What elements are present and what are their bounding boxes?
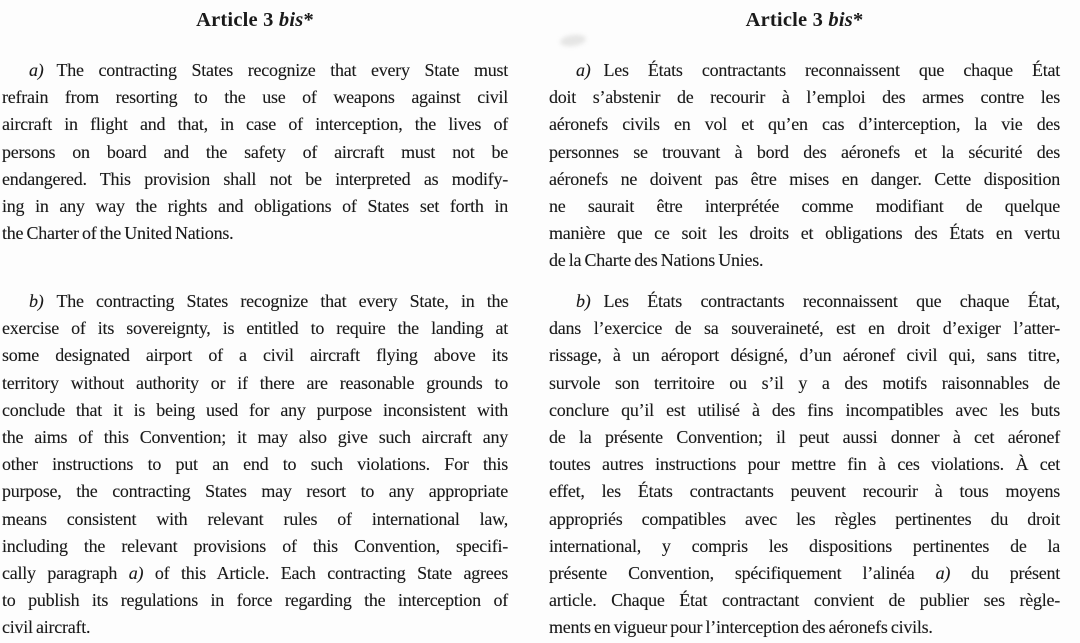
text-segment: article. Chaque État contractant convient de publier ses règle-	[549, 590, 1060, 611]
text-line	[549, 193, 1060, 220]
text-segment: ing in any way the rights and obligations of States set forth in	[2, 196, 508, 217]
text-line	[2, 397, 508, 424]
text-segment: survole son territoire ou s’il y a des motifs raisonnables de	[549, 372, 1060, 393]
text-segment: ne saurait être interprétée comme modifiant de quelque	[549, 196, 1060, 217]
heading-text: *	[852, 9, 864, 31]
text-line	[549, 451, 1060, 478]
text-segment: the aims of this Convention; it may also give such aircraft any	[2, 427, 508, 448]
text-segment: persons on board and the safety of aircraft must not be	[2, 141, 508, 162]
text-segment: toutes autres instructions pour mettre fin à ces violations. À cet	[549, 454, 1060, 475]
text-line	[549, 288, 1060, 315]
paragraph-a-french	[549, 57, 1060, 275]
text-segment: international, y compris les dispositions pertinentes de la	[549, 535, 1060, 556]
text-segment: Les États contractants reconnaissent que chaque État,	[603, 291, 1060, 311]
text-segment: refrain from resorting to the use of weapons against civil	[2, 87, 508, 108]
text-line	[2, 424, 508, 451]
text-segment: conclure qu’il est utilisé à des fins incompatibles avec les buts	[549, 399, 1060, 420]
text-segment: rissage, à un aéroport désigné, d’un aéronef civil qui, sans titre,	[549, 345, 1060, 366]
text-segment: personnes se trouvant à bord des aéronefs et la sécurité des	[549, 141, 1060, 162]
text-segment: means consistent with relevant rules of international law,	[2, 508, 508, 529]
text-segment: to publish its regulations in force regarding the interception of	[2, 590, 508, 611]
text-line	[2, 451, 508, 478]
text-line	[2, 315, 508, 342]
text-segment: the Charter of the United Nations.	[2, 223, 234, 244]
text-line	[2, 370, 508, 397]
text-line	[2, 506, 508, 533]
text-line	[549, 533, 1060, 560]
text-segment: appropriés compatibles avec les règles pertinentes du droit	[549, 508, 1060, 529]
text-segment: The contracting States recognize that every State, in the	[56, 291, 508, 311]
text-line	[549, 57, 1060, 84]
text-line	[2, 560, 508, 587]
text-line	[549, 315, 1060, 342]
text-line	[549, 370, 1060, 397]
heading-text: *	[303, 9, 314, 31]
text-line	[2, 139, 508, 166]
text-line	[549, 220, 1060, 247]
text-segment: ments en vigueur pour l’interception des aéronefs civils.	[549, 617, 933, 638]
text-segment: conclude that it is being used for any purpose inconsistent with	[2, 399, 508, 420]
paragraph-b-english	[2, 288, 508, 642]
text-line	[549, 111, 1060, 138]
paragraph-marker: a)	[29, 60, 44, 80]
text-segment: dans l’exercice de sa souveraineté, est en droit d’exiger l’atter-	[549, 318, 1060, 339]
text-segment: de la Charte des Nations Unies.	[549, 250, 764, 271]
text-segment: other instructions to put an end to such violations. For this	[2, 454, 508, 475]
text-line	[2, 533, 508, 560]
text-segment: endangered. This provision shall not be interpreted as modify-	[2, 168, 508, 189]
text-segment: The contracting States recognize that every State must	[56, 60, 508, 80]
text-segment: présente Convention, spécifiquement l’alinéa	[549, 563, 936, 584]
text-line	[2, 166, 508, 193]
text-segment: aéronefs civils en vol et qu’en cas d’interception, la vie des	[549, 114, 1060, 135]
text-line	[2, 288, 508, 315]
heading-emphasis: bis	[828, 9, 853, 31]
text-segment: Les États contractants reconnaissent que chaque État	[603, 60, 1060, 80]
text-line	[2, 111, 508, 138]
text-line	[2, 478, 508, 505]
text-line	[2, 84, 508, 111]
text-line	[2, 57, 508, 84]
text-line	[549, 506, 1060, 533]
text-line	[549, 342, 1060, 369]
text-line	[2, 193, 508, 220]
text-segment: doit s’abstenir de recourir à l’emploi des armes contre les	[549, 87, 1060, 108]
column-french	[549, 0, 1060, 643]
text-segment: aircraft in flight and that, in case of interception, the lives of	[2, 114, 508, 135]
text-segment: civil aircraft.	[2, 617, 91, 638]
text-line	[2, 342, 508, 369]
paragraph-marker: b)	[29, 291, 44, 311]
text-segment: including the relevant provisions of this Convention, specifi-	[2, 535, 508, 556]
text-line	[549, 84, 1060, 111]
text-segment: of this Article. Each contracting State agrees	[143, 563, 508, 584]
text-segment: du présent	[950, 563, 1060, 584]
heading-text: Article 3	[196, 9, 279, 31]
text-line	[2, 614, 508, 641]
heading-emphasis: bis	[278, 9, 304, 31]
text-line	[549, 139, 1060, 166]
text-line	[549, 614, 1060, 641]
text-line	[2, 587, 508, 614]
paragraph-a-english	[2, 57, 508, 247]
article-heading-english	[2, 8, 508, 32]
text-segment: manière que ce soit les droits et obligations des États en vertu	[549, 223, 1060, 244]
text-line	[549, 397, 1060, 424]
text-segment: some designated airport of a civil aircraft flying above its	[2, 345, 508, 366]
heading-text: Article 3	[745, 9, 829, 31]
text-segment: territory without authority or if there are reasonable grounds to	[2, 372, 508, 393]
article-heading-french	[549, 8, 1060, 32]
inline-italic-reference: a)	[128, 563, 144, 584]
text-line	[549, 247, 1060, 274]
text-segment: effet, les États contractants peuvent recourir à tous moyens	[549, 481, 1060, 502]
text-line	[2, 220, 508, 247]
text-line	[549, 478, 1060, 505]
text-segment: purpose, the contracting States may resort to any appropriate	[2, 481, 508, 502]
text-segment: exercise of its sovereignty, is entitled to require the landing at	[2, 318, 508, 339]
text-line	[549, 424, 1060, 451]
text-line	[549, 587, 1060, 614]
text-segment: aéronefs ne doivent pas être mises en danger. Cette disposition	[549, 168, 1060, 189]
text-segment: de la présente Convention; il peut aussi donner à cet aéronef	[549, 427, 1060, 448]
paragraph-marker: b)	[576, 291, 591, 311]
text-line	[549, 166, 1060, 193]
paragraph-marker: a)	[576, 60, 591, 80]
text-line	[549, 560, 1060, 587]
column-english	[2, 0, 508, 643]
text-segment: cally paragraph	[2, 563, 129, 584]
paragraph-b-french	[549, 288, 1060, 642]
inline-italic-reference: a)	[935, 563, 951, 584]
